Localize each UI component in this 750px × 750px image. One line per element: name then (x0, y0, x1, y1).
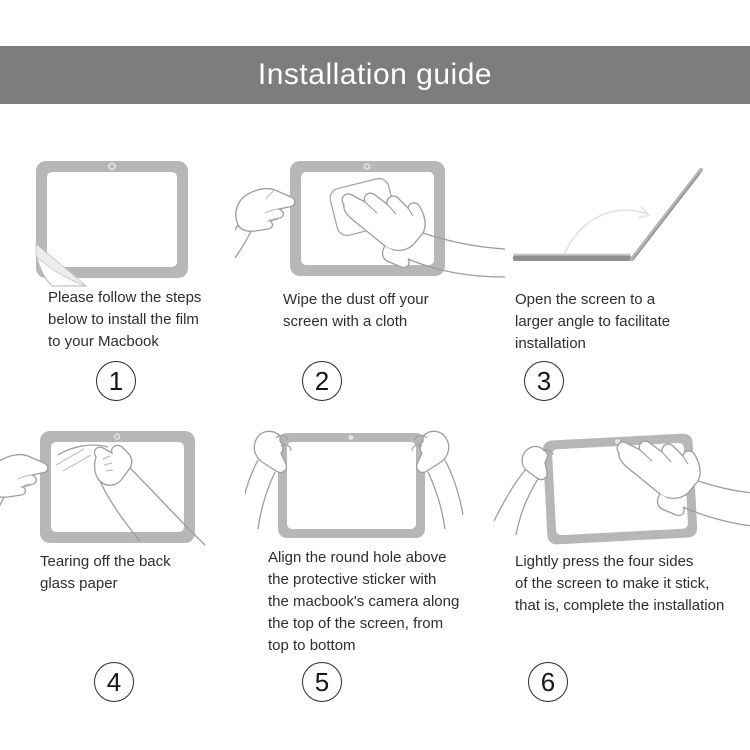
caption-line: glass paper (40, 575, 118, 592)
step-5-caption (268, 547, 459, 657)
caption-line: the protective sticker with (268, 571, 437, 588)
step-6-number-badge: 6 (528, 662, 568, 702)
caption-line: installation (515, 335, 586, 352)
step-2-caption (283, 289, 429, 333)
step-1-number-badge: 1 (96, 361, 136, 401)
laptop-open-angle-icon (505, 158, 745, 283)
step-2-number-badge: 2 (302, 361, 342, 401)
step-6-caption (515, 551, 724, 617)
caption-line: Open the screen to a (515, 291, 656, 308)
left-hand-icon (494, 447, 553, 535)
caption-line: of the screen to make it stick, (515, 575, 710, 592)
step-4-number-badge: 4 (94, 662, 134, 702)
page-title: Installation guide (257, 58, 493, 91)
caption-line: that is, complete the installation (515, 597, 725, 614)
caption-line: Lightly press the four sides (515, 553, 694, 570)
caption-line: Please follow the steps (48, 289, 202, 306)
caption-line: larger angle to facilitate (515, 313, 671, 330)
step-5-number-badge: 5 (302, 662, 342, 702)
header-banner (0, 46, 750, 104)
tear-back-paper-icon (0, 423, 245, 560)
step-1-caption (48, 287, 201, 353)
caption-line: Align the round hole above (268, 549, 447, 566)
press-screen-sides-icon (490, 423, 750, 563)
wipe-screen-cloth-icon (235, 153, 505, 290)
align-film-top-icon (245, 423, 485, 558)
left-hand-icon (235, 189, 295, 265)
caption-line: Tearing off the back (40, 553, 171, 570)
caption-line: below to install the film (48, 311, 199, 328)
step-4-caption (40, 551, 171, 595)
caption-line: Wipe the dust off your (283, 291, 429, 308)
caption-line: to your Macbook (48, 333, 159, 350)
macbook-film-peel-icon (30, 156, 195, 288)
caption-line: the macbook's camera along (268, 593, 460, 610)
caption-line: the top of the screen, from (268, 615, 444, 632)
caption-line: screen with a cloth (283, 313, 408, 330)
step-3-number-badge: 3 (524, 361, 564, 401)
step-3-caption (515, 289, 670, 355)
caption-line: top to bottom (268, 637, 356, 654)
